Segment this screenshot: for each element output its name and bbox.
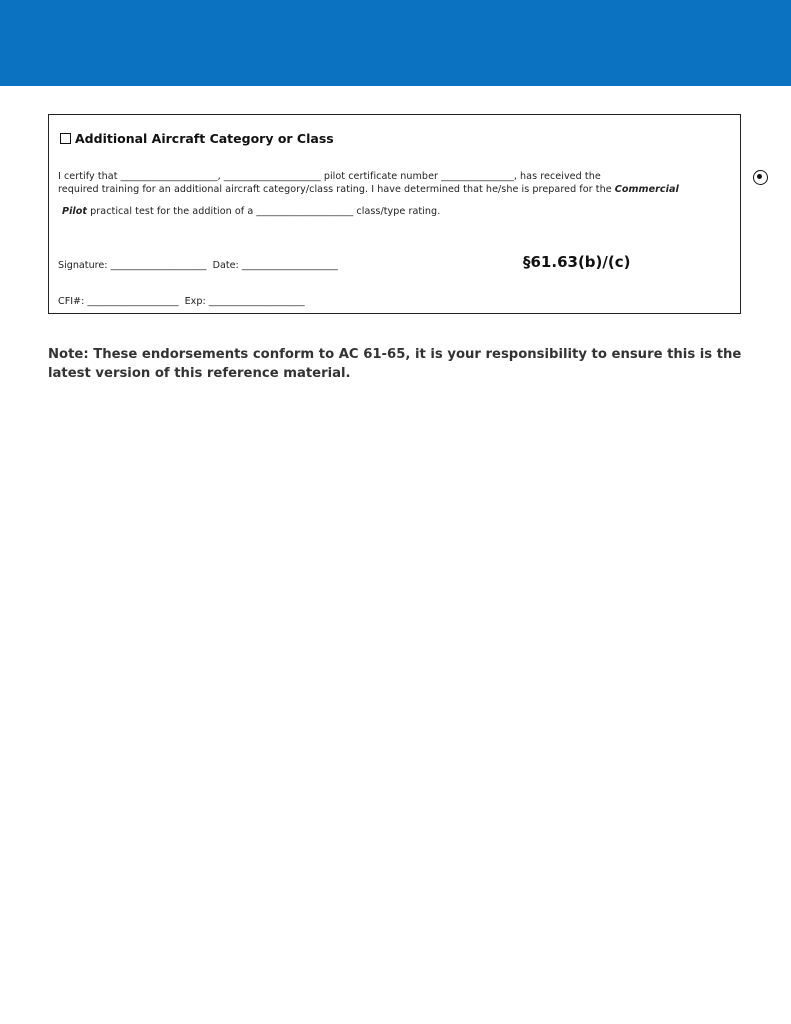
- expiration-field[interactable]: Exp: ____________________: [184, 296, 305, 307]
- signature-field[interactable]: Signature: ____________________: [58, 260, 207, 271]
- endorsement-title: [60, 131, 334, 146]
- certification-line-2-text: required training for an additional aircraft category/class rating. I have determined that he/she is prepared for the: [58, 184, 615, 195]
- certification-line-1: I certify that ____________________, ____________________ pilot certificate number _______________, has received the: [58, 171, 601, 182]
- commercial-emphasis: Commercial: [614, 184, 679, 195]
- certification-line-3: [62, 206, 440, 217]
- checkbox-icon[interactable]: [60, 133, 71, 144]
- note-text: Note: These endorsements conform to AC 61-65, it is your responsibility to ensure this is the latest version of this reference material.: [48, 347, 742, 381]
- cfi-number-field[interactable]: CFI#: ___________________: [58, 296, 179, 307]
- cfi-row: [58, 296, 305, 307]
- endorsement-box: [48, 114, 741, 314]
- header-band: [0, 0, 791, 86]
- certification-line-2: [58, 184, 679, 195]
- endorsement-title-text: Additional Aircraft Category or Class: [75, 131, 334, 146]
- regulation-reference: §61.63(b)/(c): [523, 253, 631, 271]
- date-field[interactable]: Date: ____________________: [212, 260, 338, 271]
- pilot-emphasis: Pilot: [62, 206, 88, 217]
- certification-line-3-text: practical test for the addition of a ____________________ class/type rating.: [87, 206, 441, 217]
- radio-icon[interactable]: [753, 170, 768, 185]
- signature-row: [58, 260, 338, 271]
